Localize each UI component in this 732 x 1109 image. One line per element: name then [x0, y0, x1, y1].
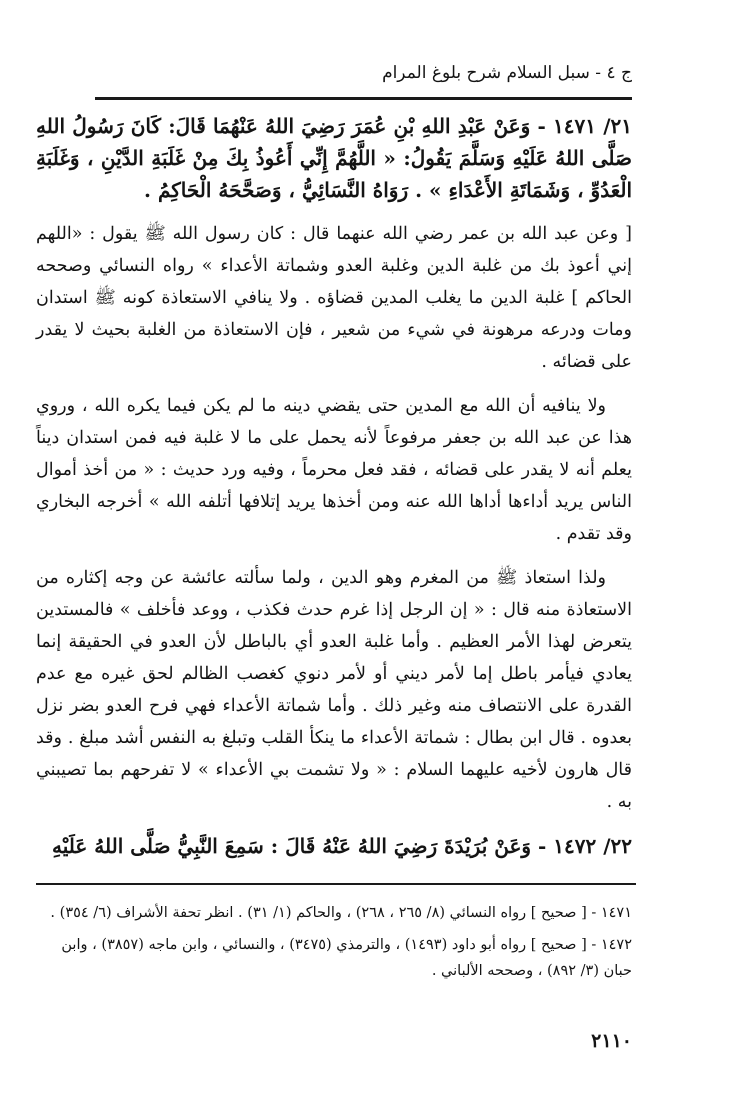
- footnotes: [36, 900, 632, 990]
- footnote-1471: ١٤٧١ - [ صحيح ] رواه النسائي (٨/ ٢٦٥ ، ٢٦٨) ، والحاكم (١/ ٣١) . انظر تحفة الأشراف (٦/ ٣٥٤) .: [50, 905, 632, 921]
- header-rule: [95, 97, 632, 100]
- footnote-1472: ١٤٧٢ - [ صحيح ] رواه أبو داود (١٤٩٣) ، والترمذي (٣٤٧٥) ، والنسائي ، وابن ماجه (٣٨٥٧) ، وابن حبان (٣/ ٨٩٢) ، وصححه الألباني .: [61, 937, 632, 979]
- main-text: [36, 110, 632, 862]
- hadith-1472: ٢٢/ ١٤٧٢ - وَعَنْ بُرَيْدَةَ رَضِيَ اللهُ عَنْهُ قَالَ : سَمِعَ النَّبِيُّ صَلَّى اللهُ عَلَيْهِ: [51, 834, 632, 858]
- commentary-paragraph: [ وعن عبد الله بن عمر رضي الله عنهما قال : كان رسول الله ﷺ يقول : «اللهم إني أعوذ بك من غلبة الدين وغلبة العدو وشماتة الأعداء » رواه النسائي وصححه الحاكم ] غلبة الدين ما يغلب المدين قضاؤه . ولا ينافي الاستعاذة كونه ﷺ استدان ومات ودرعه مرهونة في شيء من شعير ، فإن الاستعاذة من الغلبة بحيث لا يقدر على قضائه .: [36, 224, 632, 372]
- paragraph-enemies: ولذا استعاذ ﷺ من المغرم وهو الدين ، ولما سألته عائشة عن وجه إكثاره من الاستعاذة منه قال : « إن الرجل إذا غرم حدث فكذب ، ووعد فأخلف » فالمستدين يتعرض لهذا الأمر العظيم . وأما غلبة العدو أي بالباطل لأن العدو في الحقيقة إنما يعادي فيأمر باطل إما لأمر ديني أو لأمر دنوي كغصب الظالم لحق غيره مع عدم القدرة على الانتصاف منه وغير ذلك . وأما شماتة الأعداء فهي فرح العدو بضر نزل بعدوه . قال ابن بطال : شماتة الأعداء ما ينكأ القلب وتبلغ به النفس أشد مبلغ . وقد قال هارون لأخيه عليهما السلام : « ولا تشمت بي الأعداء » لا تفرحهم بما تصيبني به .: [36, 568, 632, 812]
- running-header: ج ٤ - سبل السلام شرح بلوغ المرام: [382, 63, 632, 83]
- page-number: ٢١١٠: [591, 1030, 632, 1052]
- paragraph-debt: ولا ينافيه أن الله مع المدين حتى يقضي دينه ما لم يكن فيما يكره الله ، وروي هذا عن عبد الله بن جعفر مرفوعاً لأنه يحمل على ما لا غلبة فيه فمن استدان ديناً يعلم أنه لا يقدر على قضائه ، فقد فعل محرماً ، وفيه ورد حديث : « من أخذ أموال الناس يريد أداءها أداها الله عنه ومن أخذها يريد إتلافها أتلفه الله » أخرجه البخاري وقد تقدم .: [36, 396, 632, 544]
- footnote-rule: [36, 883, 636, 885]
- hadith-1471: ٢١/ ١٤٧١ - وَعَنْ عَبْدِ اللهِ بْنِ عُمَرَ رَضِيَ اللهُ عَنْهُمَا قَالَ: كَانَ رَسُولُ اللهِ صَلَّى اللهُ عَلَيْهِ وَسَلَّمَ يَقُولُ: « اللَّهُمَّ إِنِّي أَعُوذُ بِكَ مِنْ غَلَبَةِ الدَّيْنِ ، وَغَلَبَةِ الْعَدُوِّ ، وَشَمَاتَةِ الأَعْدَاءِ » . رَوَاهُ النَّسَائِيُّ ، وَصَحَّحَهُ الْحَاكِمُ .: [36, 114, 632, 202]
